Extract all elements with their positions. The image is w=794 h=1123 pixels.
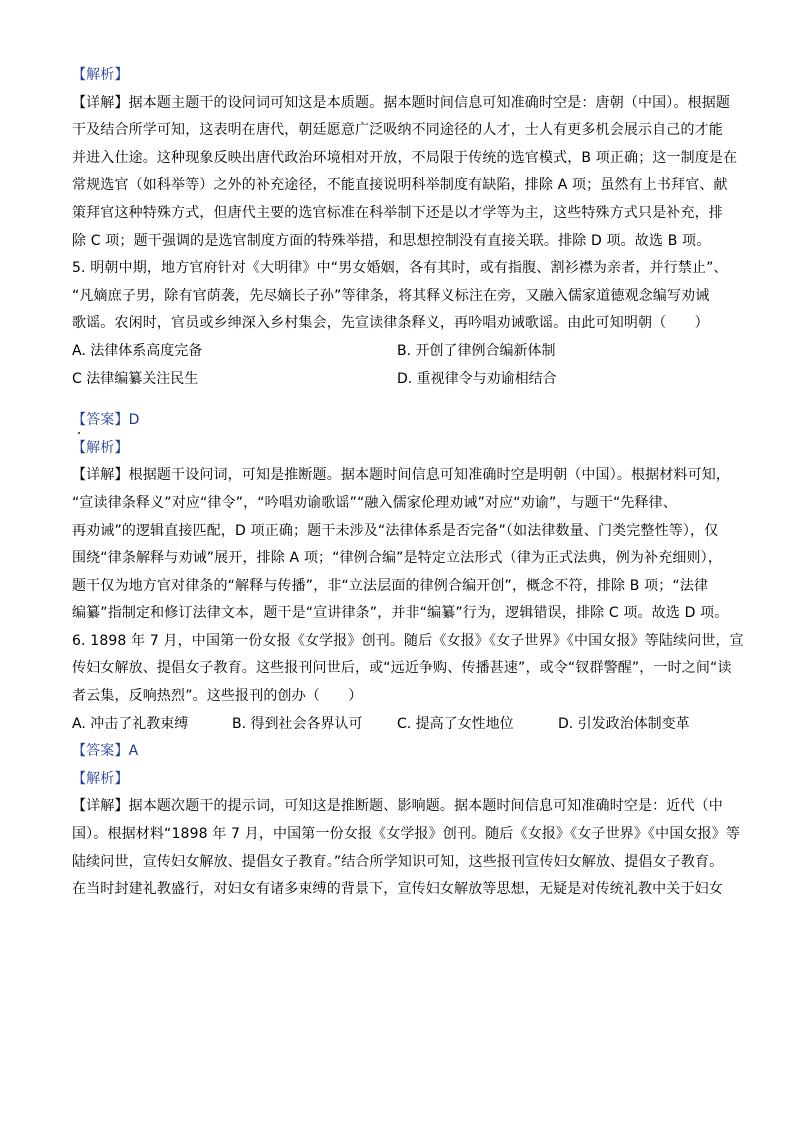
- document-page: [72, 62, 744, 904]
- options-row: [72, 338, 728, 366]
- text-line: 围绕“律条解释与劝诫”展开，排除 A 项；“律例合编”是特定立法形式（律为正式法典，例为补充细则），: [72, 550, 722, 567]
- analysis-heading: 【解析】: [72, 67, 129, 83]
- text-line: 并进入仕途。这种现象反映出唐代政治环境相对开放，不局限于传统的选官模式，B 项正确；这一制度是在: [72, 149, 738, 166]
- text-line: 编纂”指制定和修订法律文本，题干是“宣讲律条”，并非“编纂”行为，逻辑错误，排除 C 项。故选 D 项。: [72, 605, 729, 622]
- option-d: D. 重视律令与劝谕相结合: [397, 370, 557, 387]
- question-line: 歌谣。农闲时，官员或乡绅深入乡村集会，先宣读律条释义，再吟唱劝诫歌谣。由此可知明朝（ ）: [72, 315, 709, 332]
- option-b: B. 得到社会各界认可: [232, 715, 363, 732]
- explanation-paragraph-q4: [72, 90, 738, 256]
- options-row: [72, 366, 728, 394]
- text-line: “宣读律条释义”对应“律令”，“吟唱劝谕歌谣”“融入儒家伦理劝诫”对应“劝谕”，与题干“先释律、: [72, 494, 677, 511]
- question-line: 5. 明朝中期，地方官府针对《大明律》中“男女婚姻，各有其时，或有指腹、割衫襟为亲者，并行禁止”、: [72, 260, 728, 277]
- option-c: C 法律编纂关注民生: [72, 370, 199, 387]
- text-line: 策拜官这种特殊方式，但唐代主要的选官标准在科举制下还是以才学等为主，这些特殊方式只是补充，排: [72, 204, 723, 221]
- question-line: 传妇女解放、提倡女子教育。这些报刊问世后，或“远近争购、传播甚速”，或令“钗群警醒”，一时之间“读: [72, 660, 732, 677]
- text-line: 干及结合所学可知，这表明在唐代，朝廷愿意广泛吸纳不同途径的人才，士人有更多机会展示自己的才能: [72, 122, 723, 139]
- analysis-heading: 【解析】: [72, 770, 129, 787]
- text-line: 在当时封建礼教盛行，对妇女有诸多束缚的背景下，宣传妇女解放等思想，无疑是对传统礼教中关于妇女: [72, 881, 723, 898]
- text-line: 【详解】据本题主题干的设问词可知这是本质题。据本题时间信息可知准确时空是：唐朝（中国）。根据题: [72, 94, 731, 111]
- explanation-paragraph-q6: [72, 793, 741, 903]
- text-line: 题干仅为地方官对律条的“解释与传播”，非“立法层面的律例合编开创”，概念不符，排除 B 项；“法律: [72, 577, 709, 594]
- answer-heading: 【答案】A: [72, 743, 139, 760]
- stray-mark: [78, 432, 80, 434]
- question-6: [72, 628, 744, 738]
- text-line: 陆续问世，宣传妇女解放、提倡女子教育。”结合所学知识可知，这些报刊宣传妇女解放、提倡女子教育。: [72, 853, 724, 870]
- option-a: A. 冲击了礼教束缚: [72, 715, 189, 732]
- text-line: 除 C 项；题干强调的是选官制度方面的特殊举措，和思想控制没有直接关联。排除 D 项。故选 B 项。: [72, 232, 711, 249]
- text-line: 再劝诫”的逻辑直接匹配，D 项正确；题干未涉及“法律体系是否完备”（如法律数量、门类完整性等），仅: [72, 522, 719, 539]
- answer-heading: 【答案】D: [72, 412, 140, 429]
- text-line: 【详解】据本题次题干的提示词，可知这是推断题、影响题。据本题时间信息可知准确时空是：近代（中: [72, 798, 723, 815]
- question-line: “凡嫡庶子男，除有官荫袭，先尽嫡长子孙”等律条，将其释义标注在旁，又融入儒家道德观念编写劝诫: [72, 287, 710, 304]
- option-b: B. 开创了律例合编新体制: [397, 342, 556, 359]
- question-5: [72, 255, 728, 393]
- analysis-heading: 【解析】: [72, 439, 129, 456]
- option-a: A. 法律体系高度完备: [72, 342, 203, 359]
- option-d: D. 引发政治体制变革: [558, 715, 690, 732]
- question-line: 者云集，反响热烈”。这些报刊的创办（ ）: [72, 688, 363, 705]
- text-line: 【详解】根据题干设问词，可知是推断题。据本题时间信息可知准确时空是明朝（中国）。根据材料可知，: [72, 467, 731, 484]
- option-c: C. 提高了女性地位: [397, 715, 514, 732]
- question-line: 6. 1898 年 7 月，中国第一份女报《女学报》创刊。随后《女报》《女子世界》《中国女报》等陆续问世，宣: [72, 632, 744, 649]
- text-line: 常规选官（如科举等）之外的补充途径，不能直接说明科举制度有缺陷，排除 A 项；虽然有上书拜官、献: [72, 177, 728, 194]
- options-row: [72, 711, 728, 739]
- explanation-paragraph-q5: [72, 462, 731, 628]
- text-line: 国）。根据材料“1898 年 7 月，中国第一份女报《女学报》创刊。随后《女报》《女子世界》《中国女报》等: [72, 826, 741, 843]
